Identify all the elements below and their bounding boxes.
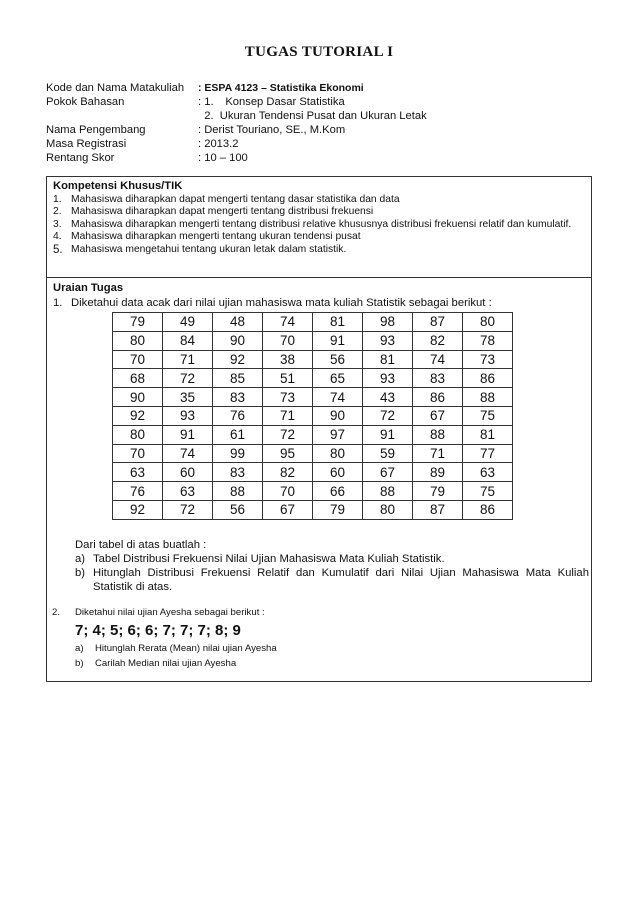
- table-cell: 56: [313, 350, 363, 369]
- meta-value: : 2013.2: [198, 138, 239, 150]
- sub-text: Hitunglah Distribusi Frekuensi Relatif dan Kumulatif dari Nilai Ujian Mahasiswa Mata Kuliah Statistik di atas.: [93, 567, 589, 593]
- meta-value: : 10 – 100: [198, 152, 248, 164]
- meta-row-topic: [46, 95, 427, 109]
- table-cell: 60: [313, 463, 363, 482]
- table-cell: 48: [213, 313, 263, 332]
- table-cell: 80: [313, 444, 363, 463]
- competency-item: [53, 194, 585, 207]
- table-cell: 86: [463, 369, 513, 388]
- question-number: 2.: [52, 607, 61, 618]
- table-cell: 66: [313, 482, 363, 501]
- table-cell: 72: [163, 500, 213, 519]
- table-cell: 77: [463, 444, 513, 463]
- table-cell: 70: [263, 331, 313, 350]
- table-cell: 74: [413, 350, 463, 369]
- item-number: 2.: [53, 206, 62, 218]
- table-cell: 67: [363, 463, 413, 482]
- sub-question: [75, 552, 589, 566]
- sub-question: [75, 641, 277, 656]
- table-cell: 82: [263, 463, 313, 482]
- table-row: [113, 388, 513, 407]
- competency-item: [53, 244, 585, 257]
- table-cell: 35: [163, 388, 213, 407]
- table-cell: 51: [263, 369, 313, 388]
- table-cell: 81: [313, 313, 363, 332]
- table-cell: 88: [213, 482, 263, 501]
- table-cell: 74: [163, 444, 213, 463]
- question-text: Diketahui nilai ujian Ayesha sebagai berikut :: [75, 607, 265, 618]
- table-cell: 95: [263, 444, 313, 463]
- table-cell: 71: [263, 406, 313, 425]
- table-row: [113, 331, 513, 350]
- table-cell: 63: [163, 482, 213, 501]
- competency-item: [53, 206, 585, 219]
- item-text: Mahasiswa diharapkan mengerti tentang distribusi relative khususnya distribusi frekuensi relatif dan kumulatif.: [71, 218, 572, 230]
- question-text: Diketahui data acak dari nilai ujian mahasiswa mata kuliah Statistik sebagai berikut :: [71, 297, 492, 309]
- table-cell: 81: [363, 350, 413, 369]
- table-cell: 97: [313, 425, 363, 444]
- meta-row-course: [46, 81, 427, 95]
- table-cell: 67: [413, 406, 463, 425]
- task-header: Uraian Tugas: [53, 282, 124, 294]
- item-number: 4.: [53, 231, 62, 243]
- table-cell: 65: [313, 369, 363, 388]
- table-cell: 49: [163, 313, 213, 332]
- table-cell: 72: [363, 406, 413, 425]
- score-sequence: 7; 4; 5; 6; 6; 7; 7; 7; 8; 9: [75, 622, 241, 639]
- question-2: [52, 607, 582, 618]
- table-cell: 61: [213, 425, 263, 444]
- table-cell: 74: [263, 313, 313, 332]
- table-cell: 71: [163, 350, 213, 369]
- sub-text: Hitunglah Rerata (Mean) nilai ujian Ayesha: [95, 643, 277, 654]
- table-cell: 78: [463, 331, 513, 350]
- table-cell: 75: [463, 406, 513, 425]
- table-cell: 90: [213, 331, 263, 350]
- table-cell: 83: [213, 388, 263, 407]
- table-cell: 92: [213, 350, 263, 369]
- table-cell: 88: [363, 482, 413, 501]
- item-text: Mahasiswa diharapkan dapat mengerti tentang distribusi frekuensi: [71, 206, 374, 218]
- meta-num: 2.: [204, 110, 214, 122]
- table-cell: 98: [363, 313, 413, 332]
- table-cell: 87: [413, 500, 463, 519]
- meta-key: Masa Registrasi: [46, 138, 127, 150]
- sub-number: b): [75, 658, 84, 669]
- table-cell: 92: [113, 500, 163, 519]
- competency-header: Kompetensi Khusus/TIK: [53, 180, 183, 192]
- meta-row-author: [46, 123, 427, 137]
- table-cell: 84: [163, 331, 213, 350]
- table-row: [113, 500, 513, 519]
- table-cell: 99: [213, 444, 263, 463]
- table-cell: 80: [113, 425, 163, 444]
- item-number: 5.: [53, 243, 63, 256]
- sub-question: [75, 656, 277, 671]
- instruction-text: Dari tabel di atas buatlah :: [75, 539, 207, 551]
- question-number: 1.: [53, 297, 63, 309]
- table-cell: 92: [113, 406, 163, 425]
- table-cell: 74: [313, 388, 363, 407]
- question-1-instructions: [75, 538, 589, 594]
- table-cell: 85: [213, 369, 263, 388]
- score-table: [112, 312, 513, 520]
- table-cell: 67: [263, 500, 313, 519]
- meta-row-score: [46, 151, 427, 165]
- table-cell: 88: [463, 388, 513, 407]
- table-cell: 73: [463, 350, 513, 369]
- course-info: [46, 81, 427, 165]
- table-cell: 76: [113, 482, 163, 501]
- table-cell: 80: [113, 331, 163, 350]
- table-cell: 68: [113, 369, 163, 388]
- meta-key: Kode dan Nama Matakuliah: [46, 82, 185, 94]
- meta-value-text: Konsep Dasar Statistika: [225, 96, 345, 108]
- item-text: Mahasiswa mengetahui tentang ukuran letak dalam statistik.: [71, 243, 347, 255]
- table-cell: 90: [313, 406, 363, 425]
- table-cell: 56: [213, 500, 263, 519]
- meta-value-wrap: [198, 109, 427, 123]
- meta-value-wrap: [198, 95, 345, 109]
- table-cell: 73: [263, 388, 313, 407]
- meta-key: Pokok Bahasan: [46, 96, 125, 108]
- table-cell: 86: [413, 388, 463, 407]
- sub-number: a): [75, 643, 84, 654]
- table-cell: 82: [413, 331, 463, 350]
- item-text: Mahasiswa diharapkan dapat mengerti tentang dasar statistika dan data: [71, 193, 400, 205]
- meta-row-topic-2: [46, 109, 427, 123]
- table-cell: 38: [263, 350, 313, 369]
- table-cell: 91: [313, 331, 363, 350]
- document-title: TUGAS TUTORIAL I: [244, 44, 394, 60]
- table-cell: 83: [213, 463, 263, 482]
- question-1: [53, 296, 585, 310]
- table-cell: 83: [413, 369, 463, 388]
- table-cell: 70: [263, 482, 313, 501]
- table-cell: 87: [413, 313, 463, 332]
- sub-text: Tabel Distribusi Frekuensi Nilai Ujian Mahasiswa Mata Kuliah Statistik.: [93, 553, 445, 565]
- meta-key: Nama Pengembang: [46, 124, 146, 136]
- table-cell: 79: [113, 313, 163, 332]
- table-cell: 93: [363, 369, 413, 388]
- item-text: Mahasiswa diharapkan mengerti tentang ukuran tendensi pusat: [71, 231, 361, 243]
- table-cell: 89: [413, 463, 463, 482]
- table-cell: 81: [463, 425, 513, 444]
- table-cell: 76: [213, 406, 263, 425]
- table-cell: 90: [113, 388, 163, 407]
- item-number: 3.: [53, 218, 62, 230]
- meta-key: Rentang Skor: [46, 152, 115, 164]
- table-cell: 70: [113, 444, 163, 463]
- table-cell: 71: [413, 444, 463, 463]
- meta-key: [46, 109, 198, 123]
- table-cell: 72: [163, 369, 213, 388]
- competency-item: [53, 219, 585, 232]
- meta-value: : Derist Touriano, SE., M.Kom: [198, 124, 346, 136]
- table-cell: 72: [263, 425, 313, 444]
- table-row: [113, 350, 513, 369]
- table-cell: 59: [363, 444, 413, 463]
- sub-number: a): [75, 553, 86, 565]
- table-row: [113, 406, 513, 425]
- table-cell: 60: [163, 463, 213, 482]
- table-cell: 93: [363, 331, 413, 350]
- table-cell: 79: [313, 500, 363, 519]
- table-row: [113, 463, 513, 482]
- table-cell: 88: [413, 425, 463, 444]
- table-cell: 70: [113, 350, 163, 369]
- table-cell: 63: [463, 463, 513, 482]
- competency-item: [53, 231, 585, 244]
- meta-value: : 1.: [198, 96, 214, 108]
- table-cell: 80: [463, 313, 513, 332]
- question-2-subs: [75, 641, 277, 671]
- meta-row-registration: [46, 137, 427, 151]
- table-cell: 91: [163, 425, 213, 444]
- table-row: [113, 369, 513, 388]
- table-cell: 75: [463, 482, 513, 501]
- table-cell: 86: [463, 500, 513, 519]
- sub-text: Carilah Median nilai ujian Ayesha: [95, 658, 237, 669]
- item-number: 1.: [53, 193, 62, 205]
- sub-question: [75, 566, 589, 594]
- table-row: [113, 425, 513, 444]
- table-cell: 80: [363, 500, 413, 519]
- table-cell: 79: [413, 482, 463, 501]
- meta-value: : ESPA 4123 – Statistika Ekonomi: [198, 82, 364, 94]
- sub-number: b): [75, 567, 86, 579]
- table-cell: 93: [163, 406, 213, 425]
- table-row: [113, 444, 513, 463]
- meta-value-text: Ukuran Tendensi Pusat dan Ukuran Letak: [219, 110, 427, 122]
- competency-box: [46, 176, 592, 278]
- table-cell: 91: [363, 425, 413, 444]
- table-cell: 63: [113, 463, 163, 482]
- table-cell: 43: [363, 388, 413, 407]
- table-row: [113, 482, 513, 501]
- table-row: [113, 313, 513, 332]
